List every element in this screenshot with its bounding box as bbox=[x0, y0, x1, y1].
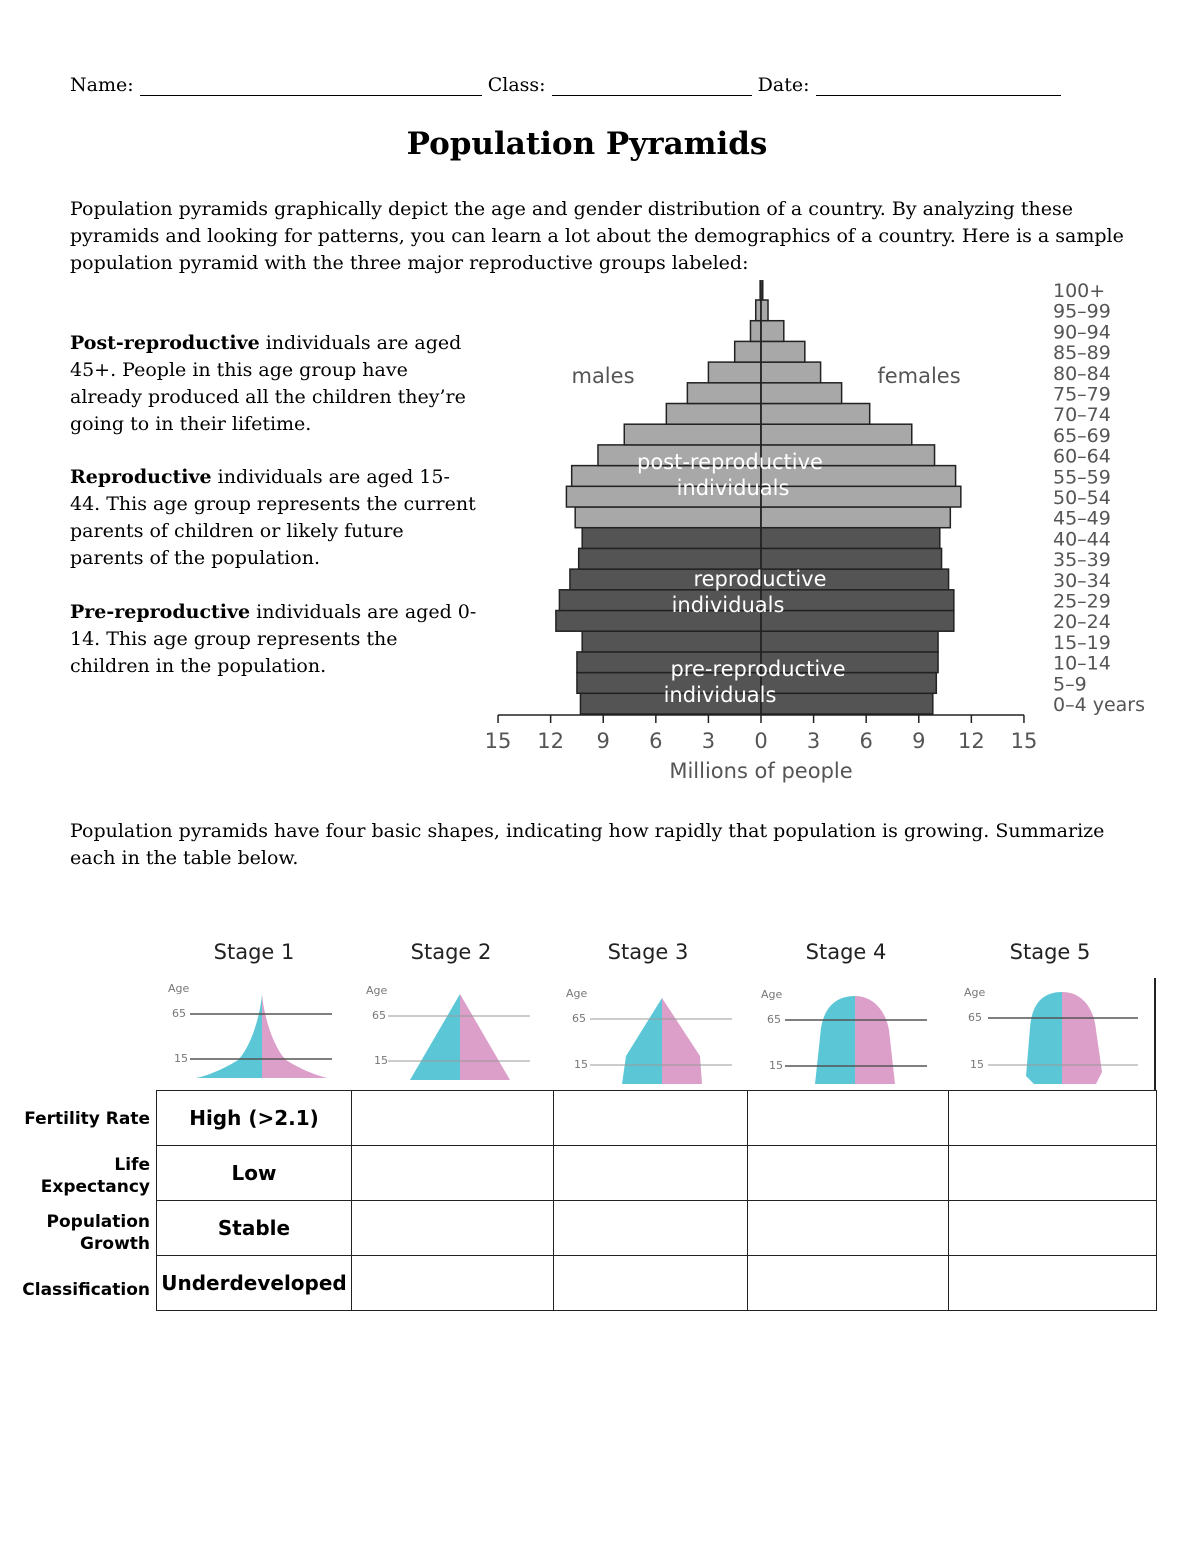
female-bar-13 bbox=[761, 424, 912, 445]
stage-1-classification-cell: Underdeveloped bbox=[157, 1256, 352, 1311]
male-bar-15 bbox=[687, 383, 761, 404]
female-bar-0 bbox=[761, 693, 933, 714]
post-reproductive-label: post-reproductive bbox=[637, 450, 823, 474]
row-label-population-growth: Population Growth bbox=[46, 1211, 150, 1254]
x-tick-label: 15 bbox=[484, 729, 512, 753]
description: individuals are aged 0-14. This age group represents the children in the population. bbox=[70, 601, 477, 677]
table-edge-line bbox=[1154, 978, 1156, 1090]
female-bar-8 bbox=[761, 528, 940, 549]
page-title: Population Pyramids bbox=[406, 126, 768, 162]
stage-4-growth-cell[interactable] bbox=[748, 1201, 949, 1256]
age-tick-label: 35–39 bbox=[1053, 549, 1111, 572]
post-reproductive-description bbox=[70, 330, 480, 438]
male-bar-9 bbox=[575, 507, 761, 528]
x-tick-label: 3 bbox=[806, 729, 821, 753]
mini-tick-15: 15 bbox=[970, 1058, 984, 1071]
stage-1-header: Stage 1 bbox=[213, 940, 295, 964]
x-tick-label: 9 bbox=[596, 729, 610, 753]
stage-2-life-expectancy-cell[interactable] bbox=[352, 1146, 554, 1201]
stage-1-growth-cell: Stable bbox=[157, 1201, 352, 1256]
stage-3-header: Stage 3 bbox=[607, 940, 689, 964]
class-field[interactable] bbox=[552, 77, 752, 96]
table-row-labels bbox=[0, 1090, 150, 1318]
summary-paragraph: Population pyramids have four basic shapes, indicating how rapidly that population is growing. Summarize each in the table below. bbox=[70, 820, 1105, 869]
name-field[interactable] bbox=[140, 77, 482, 96]
female-bar-7 bbox=[761, 548, 942, 569]
age-tick-label: 95–99 bbox=[1053, 300, 1111, 323]
pre-reproductive-description bbox=[70, 599, 480, 680]
date-field[interactable] bbox=[816, 77, 1061, 96]
male-bar-19 bbox=[756, 300, 761, 321]
age-tick-label: 65–69 bbox=[1053, 424, 1111, 447]
mini-tick-65: 65 bbox=[968, 1011, 982, 1024]
males-label: males bbox=[571, 364, 635, 388]
age-tick-label: 20–24 bbox=[1053, 611, 1111, 634]
age-tick-label: 70–74 bbox=[1053, 404, 1111, 427]
male-bar-14 bbox=[666, 404, 761, 425]
stage-5-header: Stage 5 bbox=[1009, 940, 1091, 964]
age-tick-label: 40–44 bbox=[1053, 528, 1111, 551]
mini-tick-65: 65 bbox=[372, 1009, 386, 1022]
description: individuals are aged 45+. People in this age group have already produced all the children they’re going to in their lifetime. bbox=[70, 332, 466, 435]
stage-3-classification-cell[interactable] bbox=[554, 1256, 748, 1311]
age-tick-label: 100+ bbox=[1053, 280, 1106, 302]
mini-tick-65: 65 bbox=[172, 1007, 186, 1020]
age-tick-label: 15–19 bbox=[1053, 631, 1111, 654]
reproductive-description bbox=[70, 464, 480, 572]
mini-age-label: Age bbox=[168, 982, 190, 995]
mini-tick-15: 15 bbox=[769, 1059, 783, 1072]
table-row bbox=[157, 1201, 1157, 1256]
stage-4-pyramid bbox=[755, 978, 945, 1088]
age-tick-label: 0–4 years bbox=[1053, 694, 1146, 716]
stage-1-fertility-cell: High (>2.1) bbox=[157, 1091, 352, 1146]
x-axis-title: Millions of people bbox=[669, 759, 853, 783]
x-tick-label: 12 bbox=[537, 729, 565, 753]
x-tick-label: 12 bbox=[957, 729, 985, 753]
x-tick-label: 9 bbox=[912, 729, 926, 753]
description: individuals are aged 15-44. This age group represents the current parents of children or likely future parents of the population. bbox=[70, 466, 476, 569]
stage-5-life-expectancy-cell[interactable] bbox=[949, 1146, 1157, 1201]
age-tick-label: 60–64 bbox=[1053, 445, 1111, 468]
stage-2-pyramid bbox=[358, 978, 548, 1088]
female-bar-9 bbox=[761, 507, 950, 528]
mini-tick-15: 15 bbox=[174, 1052, 188, 1065]
population-pyramid-chart bbox=[470, 280, 1170, 790]
table-row bbox=[157, 1146, 1157, 1201]
age-tick-label: 90–94 bbox=[1053, 321, 1111, 344]
age-tick-label: 25–29 bbox=[1053, 590, 1111, 613]
class-label: Class: bbox=[487, 74, 546, 96]
intro-paragraph: Population pyramids graphically depict the age and gender distribution of a country. By analyzing these pyramids and looking for patterns, you can learn a lot about the demographics of a country. Here is a sample population pyramid with the three major reproductive groups labeled: bbox=[70, 198, 1124, 274]
female-bar-3 bbox=[761, 631, 938, 652]
female-bar-15 bbox=[761, 383, 842, 404]
stage-2-growth-cell[interactable] bbox=[352, 1201, 554, 1256]
date-label: Date: bbox=[757, 74, 810, 96]
stage-summary-table bbox=[156, 1090, 1157, 1311]
row-label-classification: Classification bbox=[22, 1279, 150, 1300]
male-bar-7 bbox=[579, 548, 761, 569]
female-bar-18 bbox=[761, 321, 784, 342]
x-tick-label: 15 bbox=[1010, 729, 1038, 753]
age-tick-label: 5–9 bbox=[1053, 673, 1087, 696]
mini-age-label: Age bbox=[964, 986, 986, 999]
mini-tick-15: 15 bbox=[374, 1054, 388, 1067]
term: Pre-reproductive bbox=[70, 601, 251, 623]
header-fields bbox=[70, 74, 1061, 96]
male-bar-18 bbox=[750, 321, 761, 342]
male-bar-17 bbox=[735, 341, 761, 362]
stage-5-growth-cell[interactable] bbox=[949, 1201, 1157, 1256]
x-tick-label: 0 bbox=[754, 729, 768, 753]
stage-4-life-expectancy-cell[interactable] bbox=[748, 1146, 949, 1201]
age-tick-label: 45–49 bbox=[1053, 507, 1111, 530]
female-bar-4 bbox=[761, 611, 954, 632]
row-label-fertility-rate: Fertility Rate bbox=[24, 1108, 150, 1129]
stage-1-life-expectancy-cell: Low bbox=[157, 1146, 352, 1201]
post-reproductive-label-line2: individuals bbox=[676, 476, 790, 500]
age-tick-label: 55–59 bbox=[1053, 466, 1111, 489]
mini-age-label: Age bbox=[366, 984, 388, 997]
mini-age-label: Age bbox=[566, 987, 588, 1000]
row-label-life-expectancy: Life Expectancy bbox=[40, 1154, 150, 1197]
age-tick-label: 10–14 bbox=[1053, 652, 1111, 675]
age-tick-label: 85–89 bbox=[1053, 342, 1111, 365]
pre-reproductive-label-line2: individuals bbox=[663, 683, 777, 707]
stage-4-classification-cell[interactable] bbox=[748, 1256, 949, 1311]
x-tick-label: 3 bbox=[701, 729, 716, 753]
term: Reproductive bbox=[70, 466, 212, 488]
female-bar-5 bbox=[761, 590, 954, 611]
stage-5-classification-cell[interactable] bbox=[949, 1256, 1157, 1311]
stage-5-pyramid bbox=[958, 978, 1148, 1088]
female-bar-19 bbox=[761, 300, 768, 321]
females-label: females bbox=[877, 364, 961, 388]
female-bar-14 bbox=[761, 404, 870, 425]
stage-2-header: Stage 2 bbox=[410, 940, 492, 964]
female-bar-17 bbox=[761, 341, 805, 362]
mini-tick-15: 15 bbox=[574, 1058, 588, 1071]
age-tick-label: 80–84 bbox=[1053, 362, 1111, 385]
age-tick-label: 75–79 bbox=[1053, 383, 1111, 406]
stage-4-header: Stage 4 bbox=[805, 940, 887, 964]
stage-3-life-expectancy-cell[interactable] bbox=[554, 1146, 748, 1201]
age-tick-label: 50–54 bbox=[1053, 487, 1111, 509]
name-label: Name: bbox=[70, 74, 134, 96]
mini-tick-65: 65 bbox=[572, 1012, 586, 1025]
male-bar-13 bbox=[624, 424, 761, 445]
male-bar-8 bbox=[582, 528, 761, 549]
stage-2-fertility-cell[interactable] bbox=[352, 1091, 554, 1146]
female-bar-10 bbox=[761, 486, 961, 507]
x-tick-label: 6 bbox=[649, 729, 663, 753]
x-tick-label: 6 bbox=[859, 729, 873, 753]
male-bar-3 bbox=[582, 631, 761, 652]
reproductive-label: reproductive bbox=[693, 567, 827, 591]
mini-tick-65: 65 bbox=[767, 1013, 781, 1026]
stage-4-fertility-cell[interactable] bbox=[748, 1091, 949, 1146]
stage-3-pyramid bbox=[560, 978, 750, 1088]
age-tick-label: 30–34 bbox=[1053, 569, 1111, 592]
stage-3-fertility-cell[interactable] bbox=[554, 1091, 748, 1146]
pre-reproductive-label: pre-reproductive bbox=[670, 657, 846, 681]
stage-2-classification-cell[interactable] bbox=[352, 1256, 554, 1311]
stage-3-growth-cell[interactable] bbox=[554, 1201, 748, 1256]
mini-age-label: Age bbox=[761, 988, 783, 1001]
term: Post-reproductive bbox=[70, 332, 260, 354]
table-row bbox=[157, 1091, 1157, 1146]
reproductive-label-line2: individuals bbox=[671, 593, 785, 617]
stage-5-fertility-cell[interactable] bbox=[949, 1091, 1157, 1146]
male-bar-16 bbox=[708, 362, 761, 383]
female-bar-16 bbox=[761, 362, 821, 383]
table-row bbox=[157, 1256, 1157, 1311]
stage-1-pyramid bbox=[160, 978, 350, 1088]
